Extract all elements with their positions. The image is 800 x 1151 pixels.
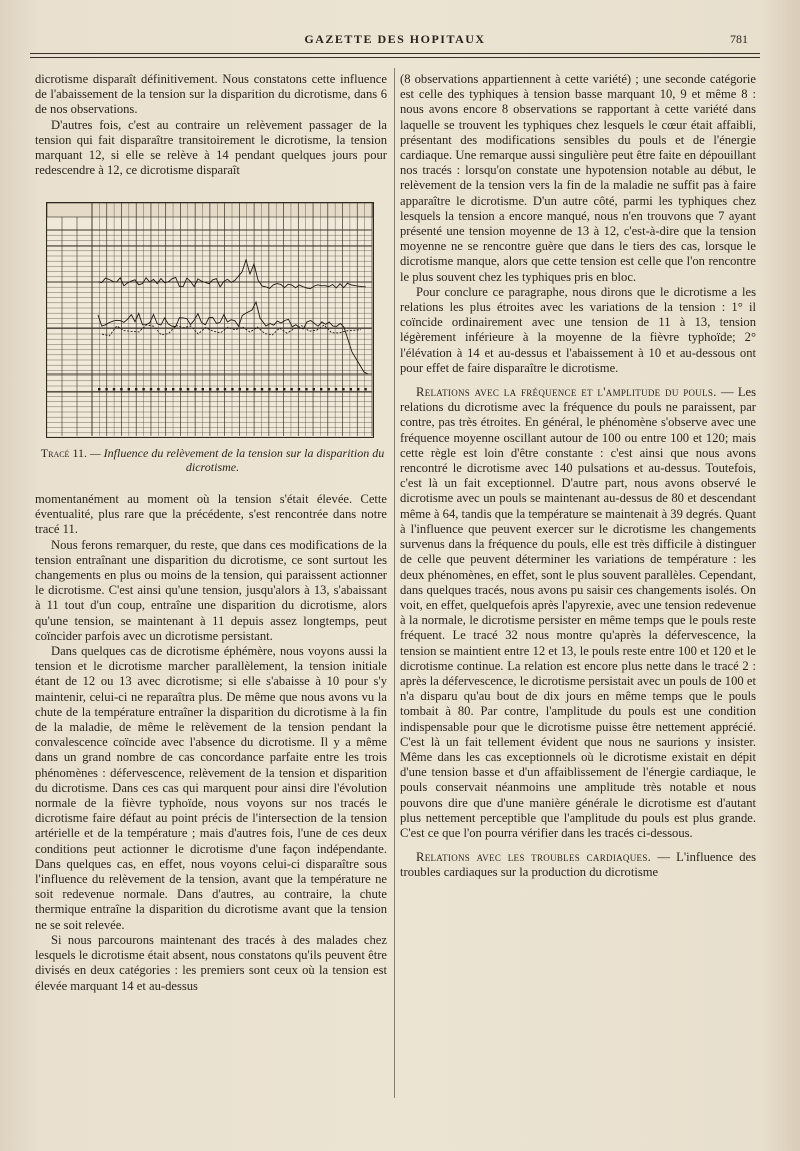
chart-mark — [253, 388, 255, 390]
chart-mark — [268, 388, 270, 390]
caption-text: — Influence du relèvement de la tension sur la disparition du dicrotisme. — [90, 446, 385, 474]
header-rule — [30, 53, 760, 54]
chart-mark — [150, 388, 152, 390]
chart-mark — [305, 388, 307, 390]
section-heading: Relations avec la fréquence et l'amplitude du pouls. — [416, 385, 717, 400]
chart-mark — [327, 388, 329, 390]
chart-mark — [194, 388, 196, 390]
paragraph: D'autres fois, c'est au contraire un relèvement passager de la tension qui fait disparaître transitoirement le dicrotisme, la tension marquant 12, si elle se relève à 14 pendant quelques jours pour redescendre à 12, ce dicrotisme disparaît — [35, 117, 387, 178]
chart-mark — [239, 388, 241, 390]
chart-mark — [246, 388, 248, 390]
chart-mark — [98, 388, 100, 390]
temperature-chart-figure — [46, 202, 374, 438]
paragraph-text: — Les relations du dicrotisme avec la fréquence du pouls ne paraissent, par contre, pas très étroites. En général, le phénomène s'observe avec une fréquence moyenne oscillant autour de 100 ou entre 100 et 120; mais cette règle est loin d'être constante : c'est ainsi que nous avons rencontré le dicrotisme avec 140 pulsations et au-dessus. Toutefois, c'est là un fait exceptionnel. D'autre part, nous avons observé le dicrotisme avec un pouls se maintenant au-dessus de 80 et descendant même à 64, tandis que la température se maintenait à 39 degrés. Quant à l'influence que peuvent exercer sur le dicrotisme les changements survenus dans la fréquence du pouls, elle est très difficile à distinguer de celle que peuvent déterminer les variations de température : les deux phénomènes, en effet, sont le plus souvent parallèles. Cependant, dans quelques tracés, nous avons pu saisir ces changements isolés. On voit, en effet, quelquefois après l'apyrexie, avec une tension redevenue à la normale, le dicrotisme persister en même temps que le pouls reste fréquent. Le tracé 32 nous montre qu'après la défervescence, la tension se maintient entre 12 et 13, le pouls reste entre 100 et 120 et le dicrotisme continue. La relation est encore plus nette dans le tracé 2 : après la défervescence, le dicrotisme persistait avec un pouls de 100 et n'a disparu qu'au bout de dix jours en même temps que le pouls tombait à 80. Par contre, l'amplitude du pouls est une condition indispensable pour que le dicrotisme puisse être nettement apprécié. C'est là un fait tellement évident que nous ne saurions y insister. Même dans les cas exceptionnels où le dicrotisme existait en dépit d'une tension basse et d'un affaiblissement de l'énergie cardiaque, le pouls conservait néanmoins une amplitude très notable et nous pouvons dire que d'une manière générale le dicrotisme est d'autant plus nettement perceptible que l'amplitude du pouls est plus grande. C'est ce que l'on pourra vérifier dans les tracés ci-dessous. — [400, 385, 756, 840]
header-rule-thin — [30, 57, 760, 58]
chart-mark — [357, 388, 359, 390]
chart-mark — [135, 388, 137, 390]
chart-mark — [283, 388, 285, 390]
chart-mark — [364, 388, 366, 390]
temperature-chart — [46, 202, 374, 438]
chart-mark — [231, 388, 233, 390]
column-divider — [394, 68, 395, 1098]
chart-mark — [209, 388, 211, 390]
paragraph: Dans quelques cas de dicrotisme éphémère, nous voyons aussi la tension et le dicrotisme marcher parallèlement, la tension initiale étant de 12 ou 13 avec dicrotisme; si elle s'abaisse à 10 pour s'y maintenir, celui-ci ne reparaîtra plus. De même que nous avons vu la chute de la température entraîner la disparition du dicrotisme à la fin de la maladie, de même le relèvement de la tension pendant la convalescence coïncide avec l'absence du dicrotisme. Il y a même dans un grand nombre de cas concordance parfaite entre les trois phénomènes : défervescence, relèvement de la tension et disparition du dicrotisme. Dans ces cas qui marquent pour ainsi dire l'évolution normale de la fièvre typhoïde, nous voyons sur nos tracés le dicrotisme faire défaut au point précis de l'intersection de la tension artérielle et de la température ; mais d'autres fois, l'une de ces deux conditions peut actionner le dicrotisme d'une façon indépendante. Dans quelques cas, en effet, nous voyons celui-ci disparaître sous l'influence du relèvement de la tension, avant que la température ne soit redevenue normale. Dans d'autres, au contraire, la chute thermique entraîne la disparition du dicrotisme avant que la tension ne se soit relevée. — [35, 644, 387, 932]
chart-mark — [342, 388, 344, 390]
chart-mark — [179, 388, 181, 390]
right-column — [400, 72, 756, 881]
paragraph: Si nous parcourons maintenant des tracés à des malades chez lesquels le dicrotisme était absent, nous constatons qu'ils peuvent être divisés en deux catégories : les premiers sont ceux où la tension est élevée marquant 14 et au-dessus — [35, 932, 387, 993]
caption-label: Tracé 11. — [40, 446, 88, 460]
figure-caption — [40, 446, 385, 474]
chart-mark — [202, 388, 204, 390]
journal-title: GAZETTE DES HOPITAUX — [304, 32, 486, 46]
chart-mark — [350, 388, 352, 390]
chart-mark — [128, 388, 130, 390]
chart-mark — [105, 388, 107, 390]
chart-mark — [224, 388, 226, 390]
paragraph: Pour conclure ce paragraphe, nous dirons que le dicrotisme a les relations les plus étroites avec les variations de la tension : 1° il coïncide ordinairement avec une tension de 11 à 13, tension légèrement inférieure à la moyenne de la fièvre typhoïde; 2° l'élévation à 14 et au-dessus et l'abaissement à 10 et au-dessous ont pour effet de faire disparaître le dicrotisme. — [400, 284, 756, 375]
chart-mark — [172, 388, 174, 390]
chart-mark — [120, 388, 122, 390]
chart-mark — [165, 388, 167, 390]
page-number: 781 — [730, 32, 748, 46]
section-heading: Relations avec les troubles cardiaques. — [416, 850, 652, 865]
paragraph-text: — L'influence des troubles cardiaques sur la production du dicrotisme — [400, 850, 757, 880]
paragraph — [400, 850, 756, 880]
chart-mark — [187, 388, 189, 390]
chart-mark — [216, 388, 218, 390]
paragraph: (8 observations appartiennent à cette variété) ; une seconde catégorie est celle des typhiques à tension basse marquant 10, 9 et même 8 : nous avons encore 8 observations se rapportant à cette variété dans laquelle se trouvent les typhiques chez lesquels le cœur était affaibli, présentant des modifications sensibles du pouls et de l'énergie cardiaque. Une remarque aussi singulière peut être faite en dépouillant nos tracés : lorsqu'on constate une hypotension notable au début, le relèvement de la tension vers la fin de la maladie ne suffit pas à faire apparaître le dicrotisme. D'un autre côté, parmi les typhiques chez lesquels la tension a encore manqué, nous n'en trouvons que 7 ayant présenté une tension moyenne de 13 à 12, c'est-à-dire que la tension moyenne ne se rencontre guère que dans le tiers des cas, lorsque le dicrotisme manque, alors que cette tension est celle que l'on rencontre le plus souvent chez les typhiques pris en bloc. — [400, 72, 756, 284]
chart-mark — [320, 388, 322, 390]
running-header — [30, 26, 760, 52]
left-column-top — [35, 72, 387, 178]
chart-mark — [113, 388, 115, 390]
chart-mark — [335, 388, 337, 390]
chart-mark — [313, 388, 315, 390]
chart-mark — [290, 388, 292, 390]
paragraph: momentanément au moment où la tension s'était élevée. Cette éventualité, plus rare que la précédente, s'est rencontrée dans notre tracé 11. — [35, 492, 387, 537]
paragraph — [400, 385, 756, 841]
paragraph: Nous ferons remarquer, du reste, que dans ces modifications de la tension entraînant une disparition du dicrotisme, ce sont surtout les changements en plus ou moins de la tension, qui paraissent actionner le dicrotisme. C'est ainsi qu'une tension, jusqu'alors à 13, s'abaissant à 11 tout d'un coup, entraîne une disparition du dicrotisme, alors qu'une tension, se maintenant à 11 depuis assez longtemps, peut coïncider parfois avec un dicrotisme persistant. — [35, 537, 387, 643]
left-column-bottom — [35, 492, 387, 994]
chart-mark — [142, 388, 144, 390]
chart-mark — [157, 388, 159, 390]
paragraph: dicrotisme disparaît définitivement. Nous constatons cette influence de l'abaissement de la tension sur la disparition du dicrotisme, dans 6 de nos observations. — [35, 72, 387, 117]
chart-mark — [261, 388, 263, 390]
chart-mark — [298, 388, 300, 390]
chart-mark — [276, 388, 278, 390]
